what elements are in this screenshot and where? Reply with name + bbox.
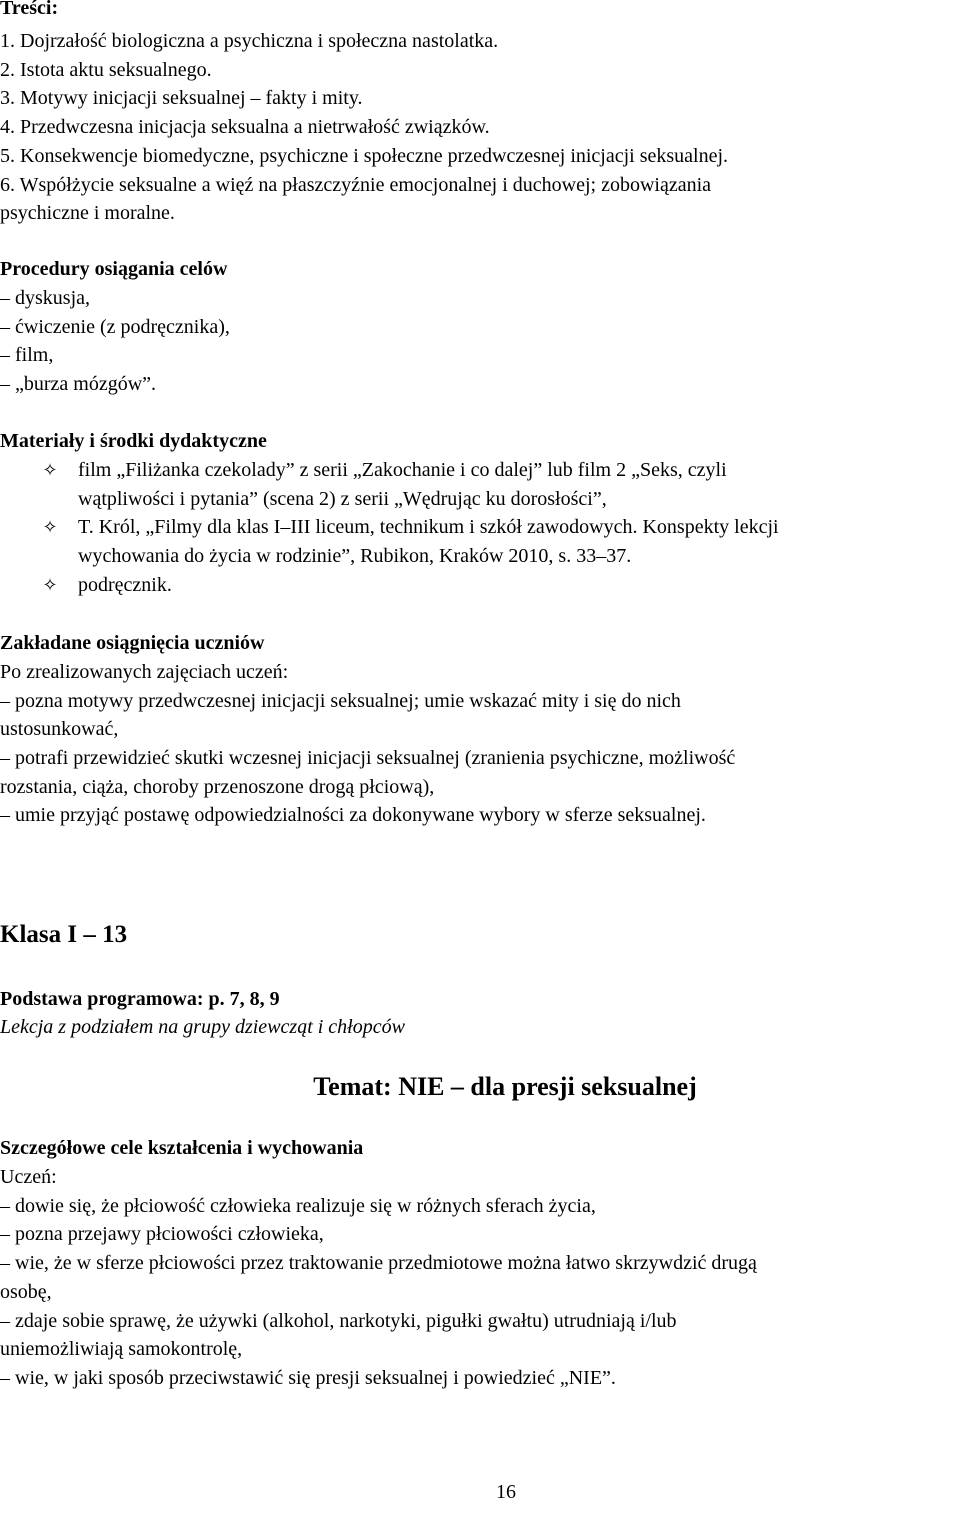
cele-heading: Szczegółowe cele kształcenia i wychowania — [0, 1137, 364, 1159]
osiagniecia-line: ustosunkować, — [0, 718, 119, 740]
cele-line: uniemożliwiają samokontrolę, — [0, 1338, 243, 1360]
procedury-heading: Procedury osiągania celów — [0, 258, 228, 280]
cele-line: – pozna przejawy płciowości człowieka, — [0, 1223, 324, 1245]
tresci-item-4: 4. Przedwczesna inicjacja seksualna a nietrwałość związków. — [0, 116, 490, 138]
bullet-icon: ✧ — [42, 575, 58, 595]
osiagniecia-heading: Zakładane osiągnięcia uczniów — [0, 632, 265, 654]
cele-intro: Uczeń: — [0, 1166, 57, 1188]
osiagniecia-intro: Po zrealizowanych zajęciach uczeń: — [0, 661, 289, 683]
lekcja-note: Lekcja z podziałem na grupy dziewcząt i chłopców — [0, 1016, 405, 1038]
osiagniecia-line: – pozna motywy przedwczesnej inicjacji seksualnej; umie wskazać mity i się do nich — [0, 690, 681, 712]
osiagniecia-line: – potrafi przewidzieć skutki wczesnej inicjacji seksualnej (zranienia psychiczne, możliwość — [0, 747, 736, 769]
cele-line: – zdaje sobie sprawę, że używki (alkohol, narkotyki, pigułki gwałtu) utrudniają i/lub — [0, 1310, 677, 1332]
procedury-item: – ćwiczenie (z podręcznika), — [0, 316, 230, 338]
cele-line: – wie, w jaki sposób przeciwstawić się presji seksualnej i powiedzieć „NIE”. — [0, 1367, 616, 1389]
tresci-item-5: 5. Konsekwencje biomedyczne, psychiczne i społeczne przedwczesnej inicjacji seksualnej. — [0, 145, 729, 167]
bullet-icon: ✧ — [42, 460, 58, 480]
tresci-item-3: 3. Motywy inicjacji seksualnej – fakty i mity. — [0, 87, 363, 109]
podstawa-programowa: Podstawa programowa: p. 7, 8, 9 — [0, 988, 280, 1010]
materialy-item-1: film „Filiżanka czekolady” z serii „Zakochanie i co dalej” lub film 2 „Seks, czyli — [78, 459, 727, 481]
bullet-icon: ✧ — [42, 517, 58, 537]
page-number: 16 — [496, 1481, 516, 1503]
lesson-topic: Temat: NIE – dla presji seksualnej — [313, 1072, 697, 1101]
osiagniecia-line: rozstania, ciąża, choroby przenoszone drogą płciową), — [0, 776, 435, 798]
materialy-item-3: podręcznik. — [78, 574, 172, 596]
cele-line: osobę, — [0, 1281, 52, 1303]
cele-line: – wie, że w sferze płciowości przez traktowanie przedmiotowe można łatwo skrzywdzić drugą — [0, 1252, 757, 1274]
tresci-item-6-cont: psychiczne i moralne. — [0, 202, 175, 224]
materialy-item-1-cont: wątpliwości i pytania” (scena 2) z serii „Wędrując ku dorosłości”, — [78, 488, 607, 510]
tresci-item-1: 1. Dojrzałość biologiczna a psychiczna i społeczna nastolatka. — [0, 30, 499, 52]
osiagniecia-line: – umie przyjąć postawę odpowiedzialności za dokonywane wybory w sferze seksualnej. — [0, 804, 706, 826]
tresci-item-6: 6. Współżycie seksualne a więź na płaszczyźnie emocjonalnej i duchowej; zobowiązania — [0, 174, 712, 196]
materialy-item-2: T. Król, „Filmy dla klas I–III liceum, technikum i szkół zawodowych. Konspekty lekcji — [78, 516, 779, 538]
tresci-heading: Treści: — [0, 0, 59, 19]
materialy-heading: Materiały i środki dydaktyczne — [0, 430, 267, 452]
tresci-item-2: 2. Istota aktu seksualnego. — [0, 59, 212, 81]
procedury-item: – „burza mózgów”. — [0, 373, 157, 395]
procedury-item: – film, — [0, 344, 54, 366]
procedury-item: – dyskusja, — [0, 287, 90, 309]
klasa-title: Klasa I – 13 — [0, 921, 128, 948]
materialy-item-2-cont: wychowania do życia w rodzinie”, Rubikon, Kraków 2010, s. 33–37. — [78, 545, 632, 567]
cele-line: – dowie się, że płciowość człowieka realizuje się w różnych sferach życia, — [0, 1195, 596, 1217]
